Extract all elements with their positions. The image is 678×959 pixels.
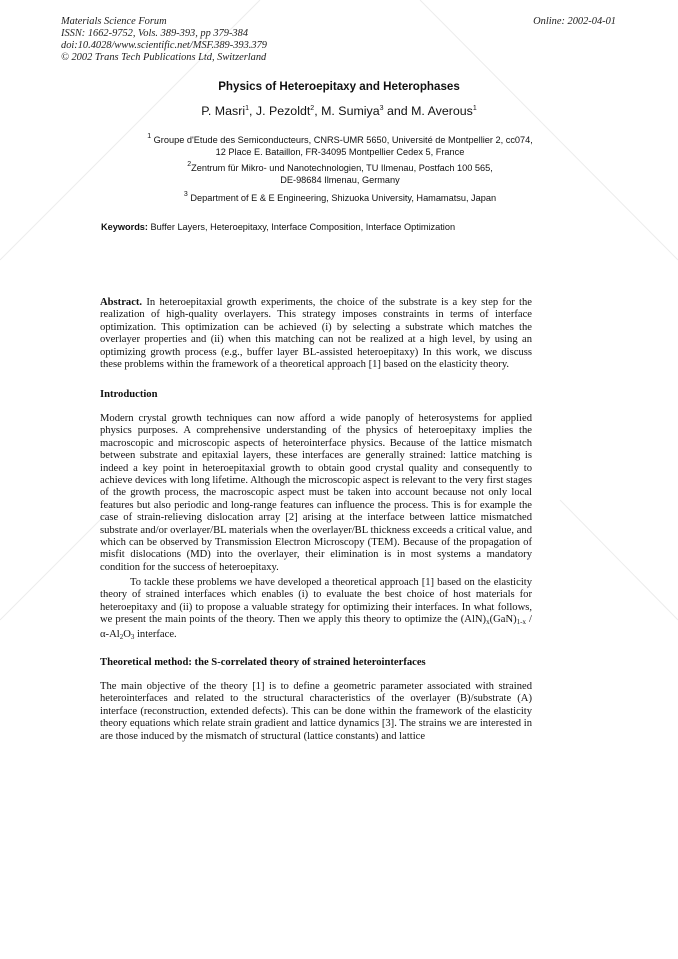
author-sup: 2 (310, 105, 315, 112)
formula-part: interface. (134, 628, 177, 640)
formula-sub: 2 (119, 632, 124, 641)
author-name: M. Sumiya (321, 104, 380, 118)
keywords-text: Buffer Layers, Heteroepitaxy, Interface Composition, Interface Optimization (150, 222, 456, 232)
affiliation-2 (90, 159, 590, 186)
affiliation-sup: 2 (187, 161, 192, 168)
affiliation-sup: 1 (147, 133, 152, 140)
formula-part: O (123, 628, 131, 640)
journal-name: Materials Science Forum (61, 16, 167, 27)
author-sep: , (248, 104, 256, 118)
affiliation-line: Groupe d'Etude des Semiconducteurs, CNRS-UMR 5650, Université de Montpellier 2, cc074, (153, 135, 533, 145)
affiliation-sup: 3 (183, 191, 188, 198)
copyright-line: © 2002 Trans Tech Publications Ltd, Switzerland (61, 52, 267, 63)
author-name: M. Averous (411, 104, 473, 118)
keywords-label: Keywords: (101, 222, 148, 232)
author-sep: and (383, 104, 412, 118)
author-sup: 3 (379, 105, 384, 112)
formula-part: (GaN) (489, 614, 517, 626)
keywords (101, 222, 581, 232)
affiliation-line: DE-98684 Ilmenau, Germany (280, 174, 400, 185)
issn-line: ISSN: 1662-9752, Vols. 389-393, pp 379-384 (61, 28, 249, 39)
formula-sub: 1-x (516, 618, 526, 627)
author-sep: , (314, 104, 322, 118)
affiliation-line: Department of E & E Engineering, Shizuoka University, Hamamatsu, Japan (190, 193, 497, 203)
doi-line[interactable]: doi:10.4028/www.scientific.net/MSF.389-393.379 (61, 40, 267, 51)
affiliation-1 (90, 131, 590, 158)
abstract-label: Abstract. (100, 297, 143, 308)
formula-sub: x (486, 618, 490, 627)
paper-title: Physics of Heteroepitaxy and Heterophases (218, 80, 460, 93)
formula-part: (AlN) (460, 614, 487, 626)
abstract-text: In heteroepitaxial growth experiments, the choice of the substrate is a key step for the realization of high-quality overlayers. This strategy imposes constraints in terms of interface optimization. This optimization can be achieved (i) by selecting a substrate which matches the overlayer properties and (ii) when this matching can not be realized at a high level, by using an optimizing growth process (e.g., buffer layer BL-assisted heteroepitaxy) In this work, we discuss these problems within the framework of a theoretical approach [1] based on the elasticity theory. (100, 297, 532, 371)
author-name: J. Pezoldt (255, 104, 311, 118)
author-sup: 1 (245, 105, 249, 112)
affiliation-line: 12 Place E. Bataillon, FR-34095 Montpellier Cedex 5, France (215, 146, 465, 157)
theory-paragraph-1: The main objective of the theory [1] is to define a geometric parameter associated with strained heterointerfaces and related to the structural characteristics of the overlayer (B)/substrate (A) interface (reconstruction, extended defects). This can be done within the framework of the elasticity theory equations which relate strain gradient and lattice dynamics [3]. The strains we are interested in are those induced by the mismatch of structural (lattice constants) and lattice (100, 681, 532, 742)
online-date: Online: 2002-04-01 (533, 16, 616, 27)
author-name: P. Masri (201, 104, 246, 118)
section-heading-introduction: Introduction (100, 389, 158, 400)
abstract-paragraph (100, 297, 532, 371)
section-heading-theory: Theoretical method: the S-correlated theory of strained heterointerfaces (100, 657, 426, 668)
formula-sub: 3 (130, 632, 135, 641)
affiliation-3 (90, 189, 590, 205)
author-sup: 1 (472, 105, 477, 112)
intro-paragraph-1: Modern crystal growth techniques can now afford a wide panoply of heterosystems for applied physics purposes. A comprehensive understanding of the physics of heteroepitaxy implies the macroscopic and microscopic aspects of heterointerface physics. Because of the lattice mismatch between substrate and epitaxial layers, these interfaces are generally strained: lattice matching is indeed a key point in heteroepitaxial growth to obtain good crystal quality and consequently to achieve devices with long lifetime. Although the microscopic aspect is relevant to the very first stages of the growth process, the macroscopic aspect must be taken into account because not only local features but also periodic and long-range features can influence the process. This is for example the case of strain-relieving dislocation array [2] arising at the interface between lattice mismatched substrate and/or overlayer/BL materials when the overlayer/BL thickness exceeds a critical value, and which can be observed by Transmission Electron Microscopy (TEM). Because of the propagation of misfit dislocations (MD) into the overlayer, their elimination is in most systems a mandatory condition for the success of heteroepitaxy. (100, 413, 532, 573)
intro-p2-text: To tackle these problems we have developed a theoretical approach [1] based on the elasticity theory of strained interfaces which enables (i) to evaluate the best choice of host materials for heteroepitaxy and (ii) to propose a valuable strategy for optimizing their interfaces. In what follows, we present the main points of the theory. Then we apply this theory to optimize the (100, 577, 532, 626)
author-list (0, 104, 678, 118)
intro-paragraph-2 (100, 577, 532, 643)
journal-header (61, 16, 267, 64)
formula-part: /α-Al (100, 614, 533, 640)
affiliation-line: Zentrum für Mikro- und Nanotechnologien, TU Ilmenau, Postfach 100 565, (191, 163, 493, 173)
